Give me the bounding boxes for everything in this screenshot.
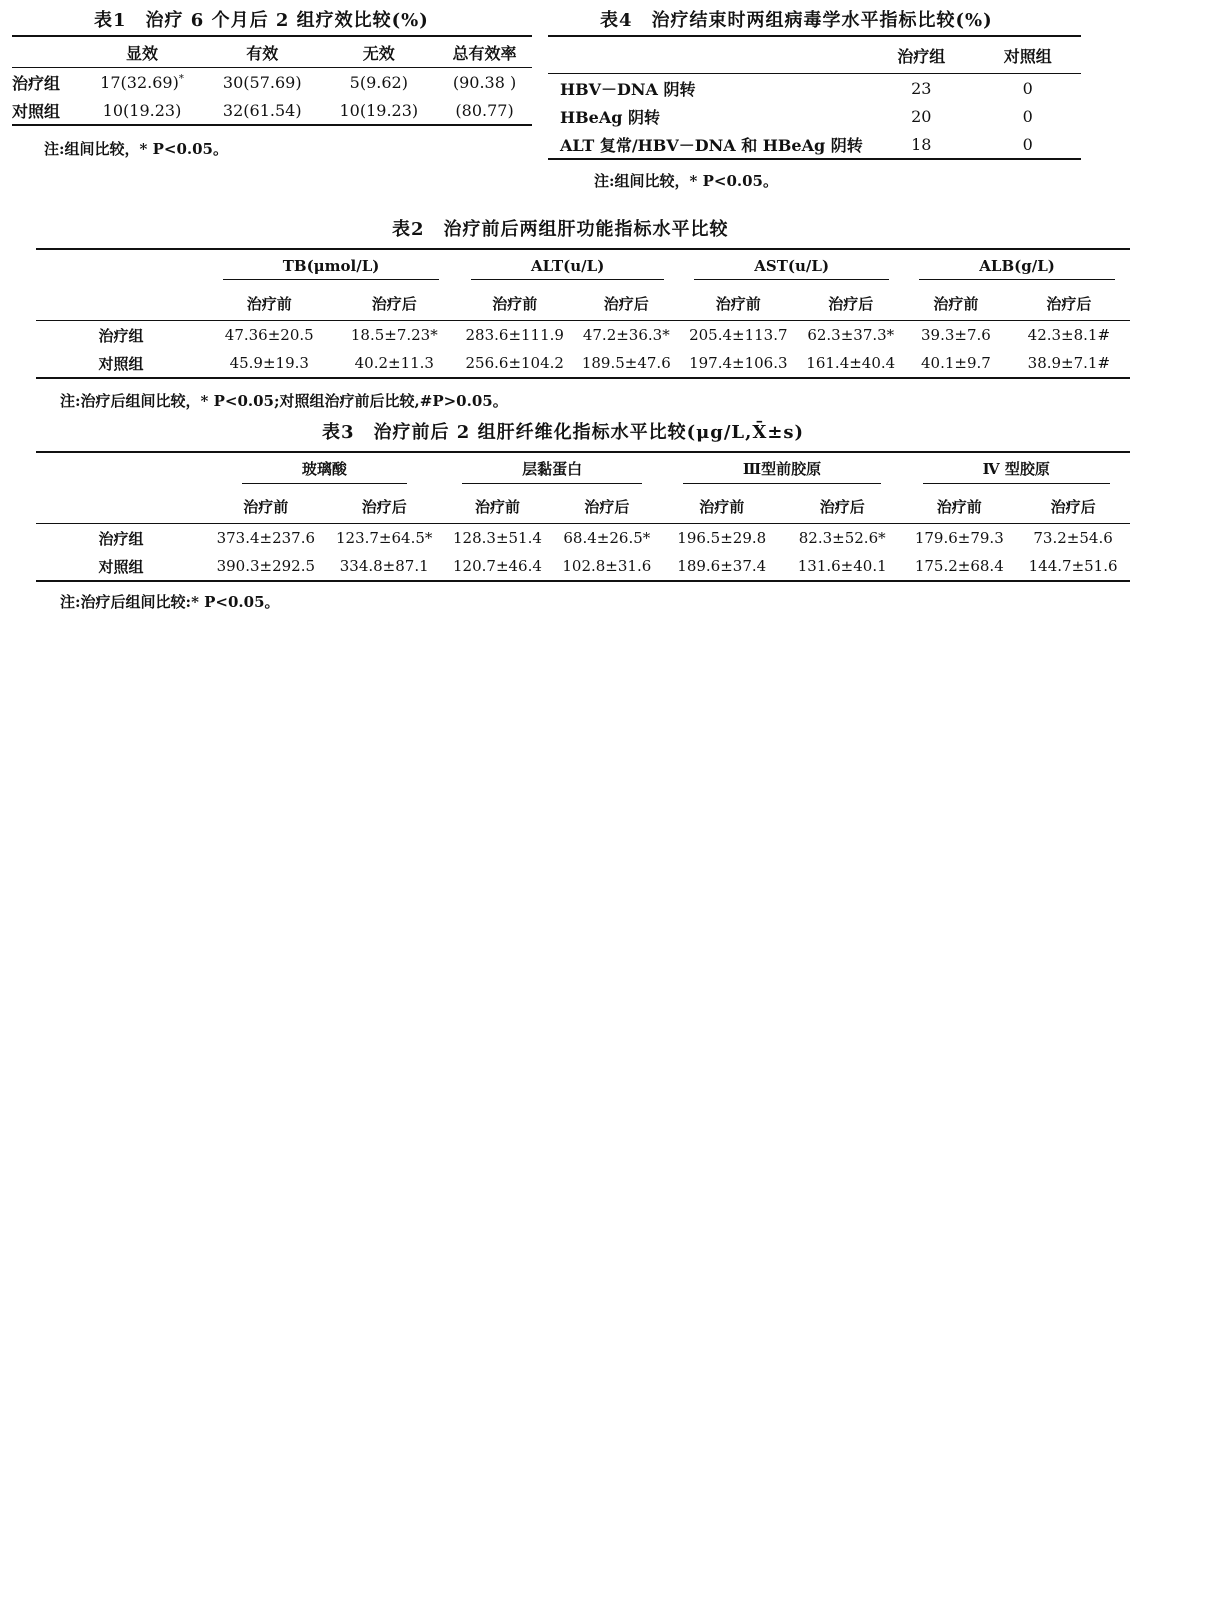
table2-group-header: TB(μmol/L) [206, 250, 456, 286]
table4-corner [548, 37, 868, 74]
table-cell: 42.3±8.1# [1027, 326, 1111, 344]
table1-col-header: 无效 [321, 37, 438, 68]
table3-subcol: 治疗前 [206, 489, 326, 524]
table-cell: 189.5±47.6 [581, 354, 671, 372]
table2-subcol: 治疗前 [206, 286, 333, 321]
table-cell: 283.6±111.9 [465, 326, 564, 344]
table-cell: 189.6±37.4 [677, 557, 767, 575]
table3-caption: 表3 治疗前后 2 组肝纤维化指标水平比较(μg/L,X̄±s) [322, 422, 805, 443]
table-cell: 47.36±20.5 [224, 326, 314, 344]
table3-subcol: 治疗前 [443, 489, 552, 524]
table-cell: 131.6±40.1 [797, 557, 887, 575]
table-cell: 23 [911, 78, 932, 98]
row-label: 对照组 [12, 101, 61, 121]
table2-note: 注:治疗后组间比较，* P<0.05;对照组治疗前后比较,#P>0.05。 [60, 392, 508, 410]
table3-corner [36, 489, 206, 524]
table3-group-header: 玻璃酸 [206, 453, 443, 489]
table3-group-header: Ⅲ型前胶原 [662, 453, 903, 489]
table-cell: 175.2±68.4 [914, 557, 1004, 575]
table-cell: 45.9±19.3 [229, 354, 309, 372]
table-cell: 62.3±37.3* [807, 326, 895, 344]
table-cell: 120.7±46.4 [453, 557, 542, 575]
table4-col-header: 治疗组 [868, 37, 975, 74]
table3-subcol: 治疗前 [662, 489, 782, 524]
table2-subcol: 治疗前 [456, 286, 573, 321]
table3-note: 注:治疗后组间比较:* P<0.05。 [60, 593, 280, 611]
table-cell: (80.77) [455, 100, 514, 120]
table-cell: 128.3±51.4 [453, 529, 542, 547]
table-cell: 373.4±237.6 [216, 529, 316, 547]
table-cell: 30(57.69) [222, 72, 302, 92]
table3-subcol: 治疗前 [902, 489, 1016, 524]
table3-corner [36, 453, 206, 489]
table3-subcol: 治疗后 [552, 489, 661, 524]
table-cell: (90.38 ) [452, 72, 517, 92]
table-cell: 0 [1022, 106, 1033, 126]
row-label: 治疗组 [98, 529, 144, 548]
table-cell: 18.5±7.23* [350, 326, 438, 344]
table-row [548, 102, 1081, 130]
row-label: HBV－DNA 阴转 [560, 79, 696, 99]
table2-corner [36, 250, 206, 286]
table-cell: 18 [911, 134, 932, 154]
row-label: HBeAg 阴转 [560, 107, 660, 127]
significance-mark: * [178, 73, 184, 85]
row-label: 对照组 [98, 354, 144, 373]
table-row [36, 321, 1130, 350]
table-row [36, 349, 1130, 377]
table-cell: 0 [1022, 134, 1033, 154]
row-label: 治疗组 [12, 73, 61, 93]
table3-subcol: 治疗后 [1016, 489, 1130, 524]
table3-group-header: 层黏蛋白 [443, 453, 662, 489]
table-row [36, 524, 1130, 553]
table-row [12, 96, 532, 124]
table-cell: 40.2±11.3 [354, 354, 434, 372]
table-cell: 73.2±54.6 [1033, 529, 1113, 547]
table-cell: 0 [1022, 78, 1033, 98]
table-cell: 144.7±51.6 [1028, 557, 1118, 575]
table2-subcol: 治疗后 [1008, 286, 1130, 321]
table-cell: 82.3±52.6* [798, 529, 886, 547]
table1-col-header: 总有效率 [437, 37, 532, 68]
table2 [36, 248, 1130, 379]
table-cell: 390.3±292.5 [216, 557, 316, 575]
table-row [548, 130, 1081, 158]
row-label: 治疗组 [98, 326, 144, 345]
table-row [548, 74, 1081, 103]
table2-subcol: 治疗前 [904, 286, 1008, 321]
table1-col-header: 有效 [204, 37, 321, 68]
table2-subcol: 治疗后 [333, 286, 457, 321]
table-cell: 68.4±26.5* [563, 529, 651, 547]
table1-note: 注:组间比较，* P<0.05。 [44, 140, 228, 158]
table-cell: 197.4±106.3 [689, 354, 788, 372]
table4-col-header: 对照组 [975, 37, 1082, 74]
table-cell: 10(19.23) [339, 100, 419, 120]
table-cell: 205.4±113.7 [689, 326, 788, 344]
table-cell: 39.3±7.6 [921, 326, 991, 344]
table1 [12, 35, 532, 126]
table-cell: 161.4±40.4 [806, 354, 896, 372]
table-cell: 38.9±7.1# [1027, 354, 1111, 372]
table-cell: 20 [911, 106, 932, 126]
table-cell: 47.2±36.3* [582, 326, 670, 344]
table3-group-header: Ⅳ 型胶原 [902, 453, 1130, 489]
table-cell: 123.7±64.5* [335, 529, 433, 547]
table2-group-header: ALB(g/L) [904, 250, 1130, 286]
table3-subcol: 治疗后 [782, 489, 902, 524]
table-cell: 256.6±104.2 [465, 354, 564, 372]
table-cell: 196.5±29.8 [677, 529, 767, 547]
table2-group-header: AST(u/L) [679, 250, 904, 286]
table-cell: 32(61.54) [222, 100, 302, 120]
table1-col-header: 显效 [80, 37, 204, 68]
table4 [548, 35, 1081, 160]
table1-corner [12, 37, 80, 68]
table2-subcol: 治疗前 [679, 286, 797, 321]
table2-subcol: 治疗后 [573, 286, 679, 321]
table2-subcol: 治疗后 [797, 286, 904, 321]
table-cell: 5(9.62) [349, 72, 408, 92]
table1-caption: 表1 治疗 6 个月后 2 组疗效比较(%) [94, 10, 429, 31]
table4-caption: 表4 治疗结束时两组病毒学水平指标比较(%) [600, 10, 993, 31]
table2-caption: 表2 治疗前后两组肝功能指标水平比较 [392, 219, 729, 240]
table-row [12, 68, 532, 97]
table-cell: 334.8±87.1 [339, 557, 429, 575]
table-cell: 17(32.69)* [100, 72, 184, 92]
table-cell: 10(19.23) [102, 100, 182, 120]
table-cell: 40.1±9.7 [921, 354, 991, 372]
table-cell: 179.6±79.3 [914, 529, 1004, 547]
table2-group-header: ALT(u/L) [456, 250, 679, 286]
row-label: 对照组 [98, 557, 144, 576]
table3-subcol: 治疗后 [326, 489, 443, 524]
table-row [36, 552, 1130, 580]
table2-corner [36, 286, 206, 321]
table3 [36, 451, 1130, 582]
table4-note: 注:组间比较，* P<0.05。 [594, 172, 778, 190]
row-label: ALT 复常/HBV－DNA 和 HBeAg 阴转 [560, 135, 863, 155]
table-cell: 102.8±31.6 [562, 557, 652, 575]
